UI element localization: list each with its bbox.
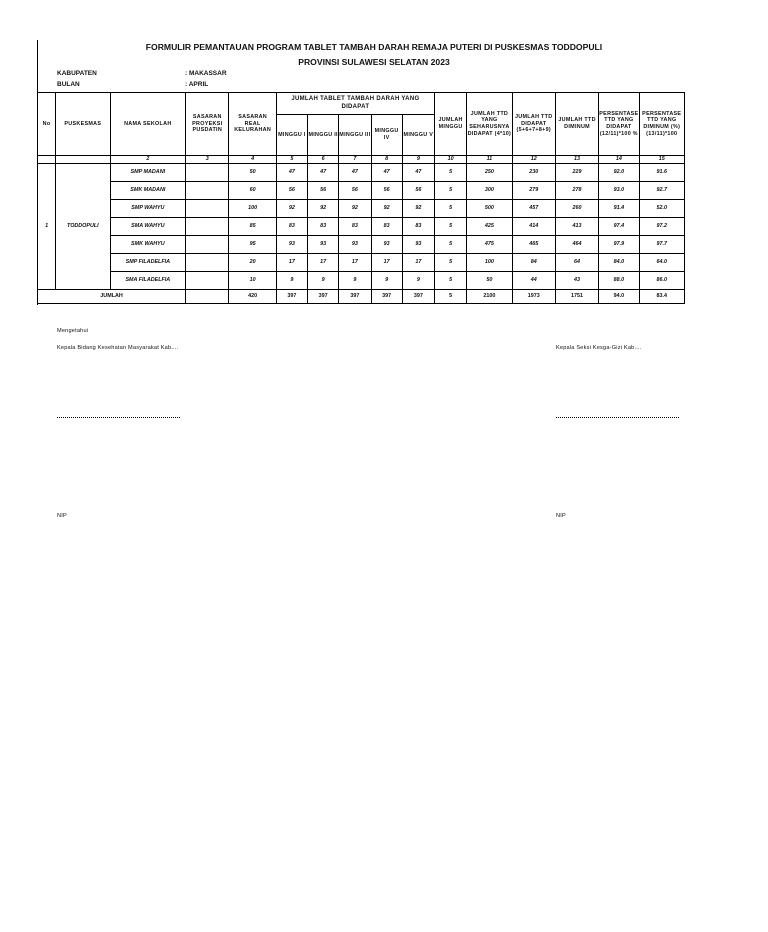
kabupaten-label: KABUPATEN: [57, 70, 97, 77]
cell-m3: 9: [339, 272, 371, 290]
cell-diminum: 260: [555, 200, 598, 218]
cell-m1: 17: [276, 254, 307, 272]
total-m3: 397: [339, 290, 371, 304]
col-number: [38, 156, 56, 164]
form-title: FORMULIR PEMANTAUAN PROGRAM TABLET TAMBAH DARAH REMAJA PUTERI DI PUSKESMAS TODDOPULI: [145, 42, 603, 52]
cell-sekolah: SMP MADANI: [110, 164, 186, 182]
table-row: [38, 272, 685, 290]
cell-m1: 9: [276, 272, 307, 290]
cell-m3: 93: [339, 236, 371, 254]
header-minggu-2: MINGGU II: [308, 115, 339, 156]
cell-pd: 84.0: [599, 254, 639, 272]
table-row: [38, 164, 685, 182]
cell-m5: 9: [402, 272, 434, 290]
cell-m3: 17: [339, 254, 371, 272]
cell-pm: 64.0: [639, 254, 684, 272]
col-number: 3: [186, 156, 229, 164]
nip-left: NIP: [57, 513, 67, 519]
table-row: [38, 236, 685, 254]
cell-diminum: 64: [555, 254, 598, 272]
group-puskesmas: TODDOPULI: [56, 164, 110, 290]
cell-m5: 56: [402, 182, 434, 200]
col-number: 6: [308, 156, 339, 164]
cell-seharusnya: 250: [467, 164, 512, 182]
cell-pm: 97.2: [639, 218, 684, 236]
cell-minggu: 5: [434, 254, 466, 272]
total-m4: 397: [371, 290, 402, 304]
col-number: 2: [110, 156, 186, 164]
total-seharusnya: 2100: [467, 290, 512, 304]
cell-pd: 88.0: [599, 272, 639, 290]
total-row: [38, 290, 685, 304]
cell-minggu: 5: [434, 272, 466, 290]
cell-real: 50: [229, 164, 276, 182]
cell-didapat: 84: [512, 254, 555, 272]
header-minggu-3: MINGGU III: [339, 115, 371, 156]
cell-minggu: 5: [434, 200, 466, 218]
total-label: JUMLAH: [38, 290, 186, 304]
header-puskesmas: PUSKESMAS: [56, 93, 110, 156]
cell-m1: 92: [276, 200, 307, 218]
col-number: 9: [402, 156, 434, 164]
cell-m4: 17: [371, 254, 402, 272]
cell-proyeksi: [186, 272, 229, 290]
cell-m1: 47: [276, 164, 307, 182]
cell-real: 85: [229, 218, 276, 236]
cell-proyeksi: [186, 218, 229, 236]
cell-diminum: 464: [555, 236, 598, 254]
cell-sekolah: SMK MADANI: [110, 182, 186, 200]
col-number: 13: [555, 156, 598, 164]
cell-pd: 91.4: [599, 200, 639, 218]
cell-m3: 56: [339, 182, 371, 200]
col-number: 11: [467, 156, 512, 164]
cell-m1: 83: [276, 218, 307, 236]
bulan-value: : APRIL: [185, 81, 209, 88]
total-minggu: 5: [434, 290, 466, 304]
header-persen-didapat: PERSENTASE TTD YANG DIDAPAT (12/11)*100 %: [599, 93, 639, 156]
cell-real: 20: [229, 254, 276, 272]
col-number: 4: [229, 156, 276, 164]
cell-proyeksi: [186, 164, 229, 182]
header-minggu-4: MINGGU IV: [371, 115, 402, 156]
kepala-seksi-text: Kepala Seksi Kesga-Gizi Kab....: [556, 345, 642, 351]
cell-didapat: 230: [512, 164, 555, 182]
cell-didapat: 457: [512, 200, 555, 218]
cell-seharusnya: 500: [467, 200, 512, 218]
header-nama-sekolah: NAMA SEKOLAH: [110, 93, 186, 156]
cell-sekolah: SMA WAHYU: [110, 218, 186, 236]
cell-didapat: 465: [512, 236, 555, 254]
cell-seharusnya: 50: [467, 272, 512, 290]
cell-m4: 83: [371, 218, 402, 236]
cell-sekolah: SMA FILADELFIA: [110, 272, 186, 290]
header-sasaran-real: SASARAN REAL KELURAHAN: [229, 93, 276, 156]
cell-m5: 93: [402, 236, 434, 254]
cell-m3: 83: [339, 218, 371, 236]
cell-real: 100: [229, 200, 276, 218]
cell-diminum: 229: [555, 164, 598, 182]
header-jumlah-tablet: JUMLAH TABLET TAMBAH DARAH YANG DIDAPAT: [276, 93, 434, 115]
cell-pd: 97.9: [599, 236, 639, 254]
cell-minggu: 5: [434, 164, 466, 182]
signature-line-right: [556, 417, 679, 418]
cell-m2: 47: [308, 164, 339, 182]
cell-real: 60: [229, 182, 276, 200]
cell-m3: 47: [339, 164, 371, 182]
cell-minggu: 5: [434, 182, 466, 200]
cell-seharusnya: 425: [467, 218, 512, 236]
cell-didapat: 414: [512, 218, 555, 236]
cell-m2: 56: [308, 182, 339, 200]
col-number: 14: [599, 156, 639, 164]
table-row: [38, 218, 685, 236]
cell-diminum: 278: [555, 182, 598, 200]
kabupaten-value: : MAKASSAR: [185, 70, 227, 77]
cell-pd: 97.4: [599, 218, 639, 236]
total-persen-didapat: 94.0: [599, 290, 639, 304]
header-ttd-seharusnya: JUMLAH TTD YANG SEHARUSNYA DIDAPAT (4*10): [467, 93, 512, 156]
cell-pm: 92.7: [639, 182, 684, 200]
col-number: 15: [639, 156, 684, 164]
cell-m1: 56: [276, 182, 307, 200]
cell-proyeksi: [186, 236, 229, 254]
header-sasaran-proyeksi: SASARAN PROYEKSI PUSDATIN: [186, 93, 229, 156]
cell-m2: 9: [308, 272, 339, 290]
col-number: 5: [276, 156, 307, 164]
total-m1: 397: [276, 290, 307, 304]
cell-m4: 47: [371, 164, 402, 182]
total-proyeksi: [186, 290, 229, 304]
cell-pm: 91.6: [639, 164, 684, 182]
cell-m1: 93: [276, 236, 307, 254]
cell-m3: 92: [339, 200, 371, 218]
cell-diminum: 43: [555, 272, 598, 290]
table-row: [38, 200, 685, 218]
cell-proyeksi: [186, 200, 229, 218]
total-diminum: 1751: [555, 290, 598, 304]
total-didapat: 1973: [512, 290, 555, 304]
total-persen-diminum: 83.4: [639, 290, 684, 304]
cell-seharusnya: 300: [467, 182, 512, 200]
cell-minggu: 5: [434, 236, 466, 254]
cell-m5: 47: [402, 164, 434, 182]
cell-m5: 92: [402, 200, 434, 218]
column-number-row: [38, 156, 685, 164]
cell-real: 10: [229, 272, 276, 290]
cell-sekolah: SMP FILADELFIA: [110, 254, 186, 272]
cell-sekolah: SMP WAHYU: [110, 200, 186, 218]
cell-didapat: 279: [512, 182, 555, 200]
header-ttd-diminum: JUMLAH TTD DIMINUM: [555, 93, 598, 156]
nip-right: NIP: [556, 513, 566, 519]
cell-minggu: 5: [434, 218, 466, 236]
cell-didapat: 44: [512, 272, 555, 290]
cell-pm: 97.7: [639, 236, 684, 254]
form-subtitle: PROVINSI SULAWESI SELATAN 2023: [298, 57, 450, 67]
header-jumlah-minggu: JUMLAH MINGGU: [434, 93, 466, 156]
mengetahui-text: Mengetahui: [57, 328, 89, 334]
total-m2: 397: [308, 290, 339, 304]
cell-proyeksi: [186, 254, 229, 272]
bulan-label: BULAN: [57, 81, 80, 88]
col-number: 10: [434, 156, 466, 164]
cell-m4: 9: [371, 272, 402, 290]
col-number: 8: [371, 156, 402, 164]
group-no: 1: [38, 164, 56, 290]
cell-real: 95: [229, 236, 276, 254]
signature-line-left: [57, 417, 180, 418]
cell-m5: 17: [402, 254, 434, 272]
cell-m2: 93: [308, 236, 339, 254]
cell-seharusnya: 475: [467, 236, 512, 254]
cell-sekolah: SMK WAHYU: [110, 236, 186, 254]
cell-seharusnya: 100: [467, 254, 512, 272]
cell-pm: 52.0: [639, 200, 684, 218]
cell-m2: 83: [308, 218, 339, 236]
cell-m4: 92: [371, 200, 402, 218]
total-m5: 397: [402, 290, 434, 304]
cell-m4: 93: [371, 236, 402, 254]
header-minggu-1: MINGGU I: [276, 115, 307, 156]
col-number: 7: [339, 156, 371, 164]
cell-pd: 92.0: [599, 164, 639, 182]
kepala-bidang-text: Kepala Bidang Kesehatan Masyarakat Kab....: [57, 345, 179, 351]
cell-m2: 92: [308, 200, 339, 218]
cell-proyeksi: [186, 182, 229, 200]
cell-m5: 83: [402, 218, 434, 236]
col-number: [56, 156, 110, 164]
cell-diminum: 413: [555, 218, 598, 236]
header-persen-diminum: PERSENTASE TTD YANG DIMINUM (%) (13/11)*100: [639, 93, 684, 156]
monitoring-table: [37, 92, 685, 304]
header-ttd-didapat: JUMLAH TTD DIDAPAT (5+6+7+8+9): [512, 93, 555, 156]
header-no: No: [38, 93, 56, 156]
header-minggu-5: MINGGU V: [402, 115, 434, 156]
table-row: [38, 254, 685, 272]
cell-pm: 86.0: [639, 272, 684, 290]
col-number: 12: [512, 156, 555, 164]
total-real: 420: [229, 290, 276, 304]
cell-pd: 93.0: [599, 182, 639, 200]
cell-m2: 17: [308, 254, 339, 272]
cell-m4: 56: [371, 182, 402, 200]
table-row: [38, 182, 685, 200]
